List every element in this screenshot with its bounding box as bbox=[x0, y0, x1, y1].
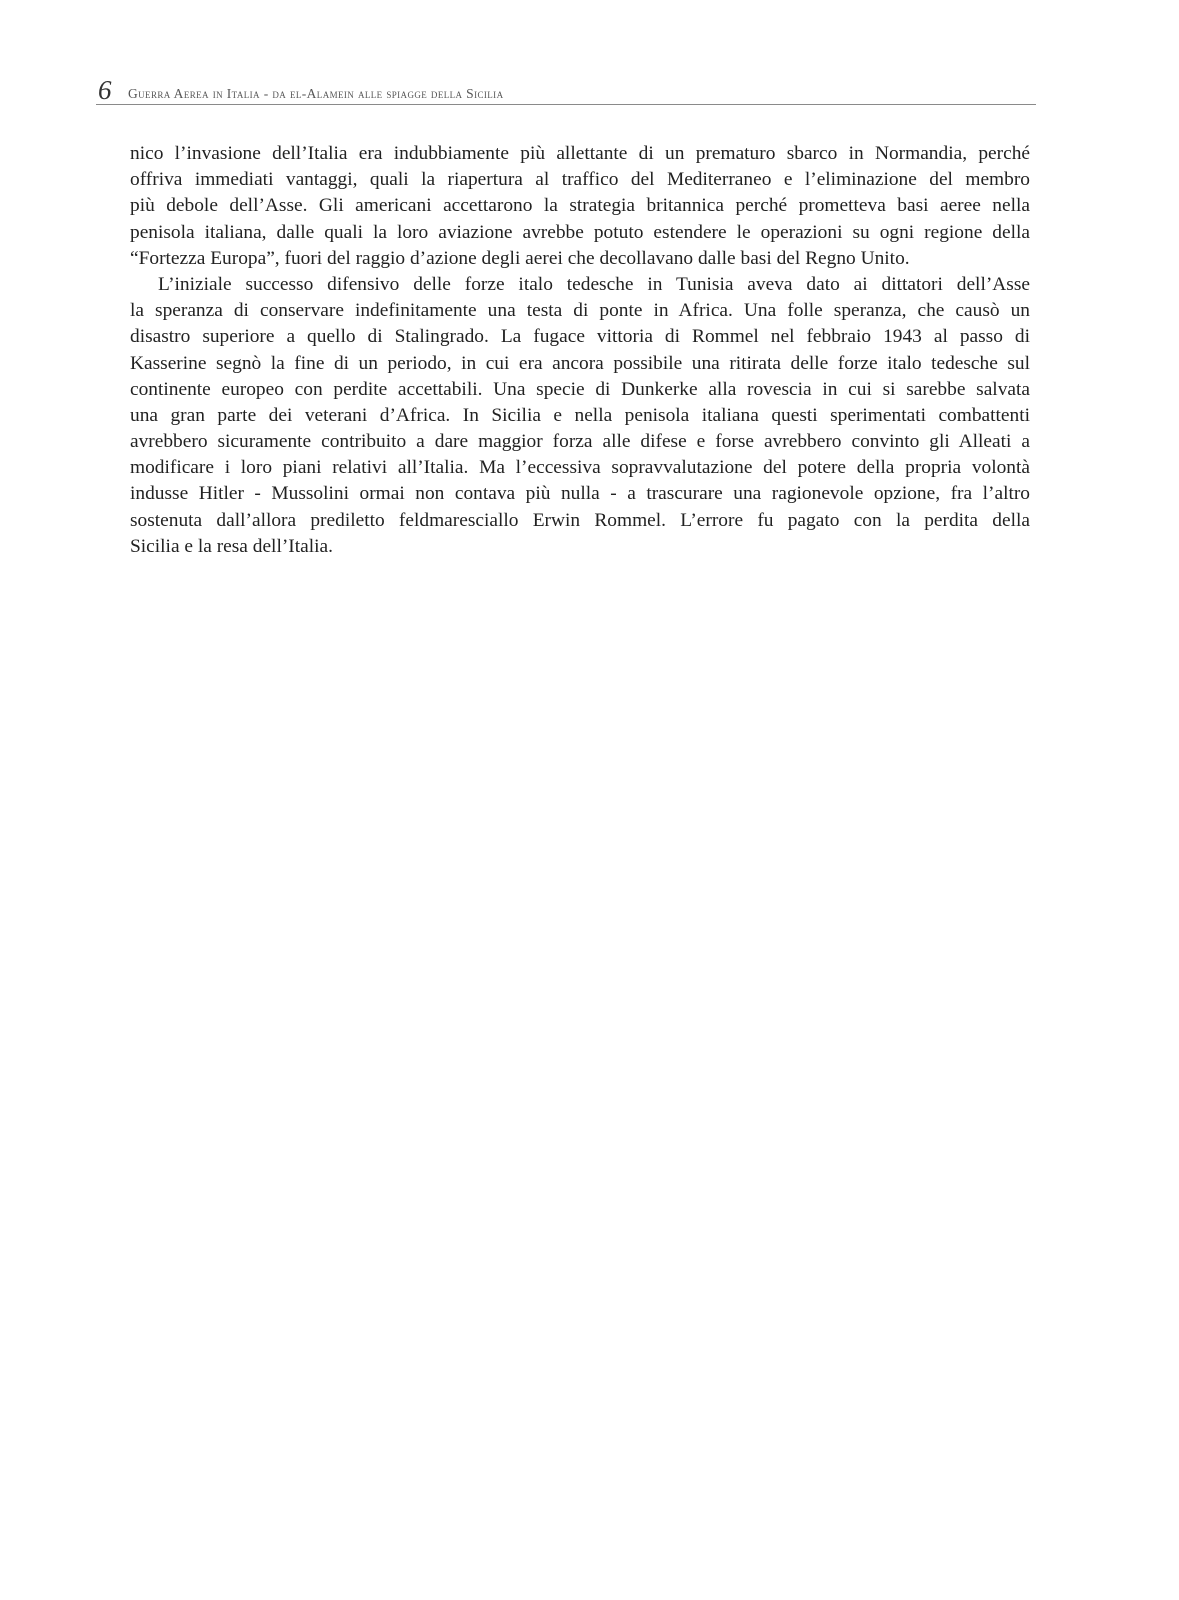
text-line: “Fortezza Europa”, fuori del raggio d’azione degli aerei che decollavano dalle basi del Regno Unito. bbox=[130, 247, 910, 269]
text-line: continente europeo con perdite accettabili. Una specie di Dunkerke alla rovescia in cui si sarebbe salvata bbox=[130, 378, 1030, 400]
page-number: 6 bbox=[98, 75, 112, 105]
paragraph-1 bbox=[130, 141, 1030, 272]
paragraph-2 bbox=[130, 272, 1030, 560]
text-line: nico l’invasione dell’Italia era indubbiamente più allettante di un prematuro sbarco in Normandia, perché bbox=[130, 143, 1030, 164]
text-line: Kasserine segnò la fine di un periodo, in cui era ancora possibile una ritirata delle forze italo tedesche sul bbox=[130, 352, 1030, 374]
text-line: più debole dell’Asse. Gli americani accettarono la strategia britannica perché prometteva basi aeree nella bbox=[130, 195, 1030, 217]
text-line: la speranza di conservare indefinitamente una testa di ponte in Africa. Una folle speranza, che causò un bbox=[130, 300, 1030, 322]
text-line: avrebbero sicuramente contribuito a dare maggior forza alle difese e forse avrebbero convinto gli Alleati a bbox=[130, 431, 1030, 453]
body-text bbox=[130, 141, 1030, 560]
text-line: una gran parte dei veterani d’Africa. In Sicilia e nella penisola italiana questi sperimentati combattenti bbox=[130, 404, 1030, 426]
text-line: L’iniziale successo difensivo delle forze italo tedesche in Tunisia aveva dato ai dittatori dell’Asse bbox=[158, 273, 1030, 295]
running-header bbox=[96, 76, 1036, 105]
text-line: Sicilia e la resa dell’Italia. bbox=[130, 535, 333, 557]
text-line: penisola italiana, dalle quali la loro aviazione avrebbe potuto estendere le operazioni su ogni regione della bbox=[130, 221, 1030, 243]
text-line: modificare i loro piani relativi all’Italia. Ma l’eccessiva sopravvalutazione del potere della propria volontà bbox=[130, 457, 1030, 479]
running-title: Guerra Aerea in Italia - da el-Alamein alle spiagge della Sicilia bbox=[128, 86, 504, 101]
text-line: sostenuta dall’allora prediletto feldmaresciallo Erwin Rommel. L’errore fu pagato con la perdita della bbox=[130, 509, 1030, 531]
text-line: indusse Hitler - Mussolini ormai non contava più nulla - a trascurare una ragionevole opzione, fra l’altro bbox=[130, 483, 1030, 505]
text-line: offriva immediati vantaggi, quali la riapertura al traffico del Mediterraneo e l’eliminazione del membro bbox=[130, 169, 1030, 191]
text-line: disastro superiore a quello di Stalingrado. La fugace vittoria di Rommel nel febbraio 1943 al passo di bbox=[130, 326, 1030, 348]
